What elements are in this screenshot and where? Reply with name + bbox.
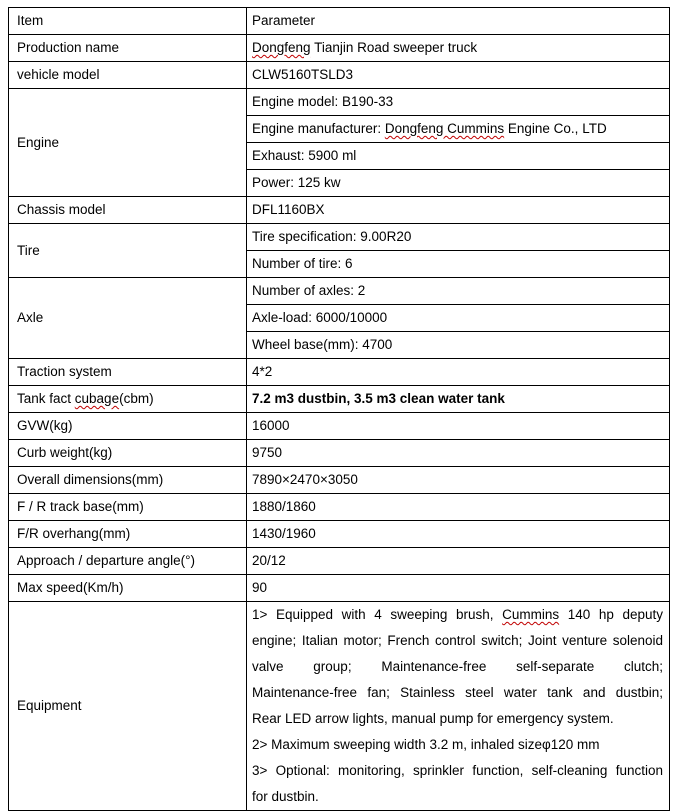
equipment-line: 1> Equipped with 4 sweeping brush, Cummins 140 hp deputy — [252, 607, 663, 622]
axle-load: Axle-load: 6000/10000 — [247, 305, 670, 332]
chassis-label: Chassis model — [9, 197, 247, 224]
track-label: F / R track base(mm) — [9, 494, 247, 521]
table-row — [9, 413, 670, 440]
equipment-line: valve group; Maintenance-free self-separate clutch; — [252, 659, 663, 674]
tire-count: Number of tire: 6 — [247, 251, 670, 278]
tire-label: Tire — [9, 224, 247, 278]
table-row — [9, 575, 670, 602]
equipment-line: Rear LED arrow lights, manual pump for emergency system. — [252, 711, 614, 726]
header-row — [9, 8, 670, 35]
production-label: Production name — [9, 35, 247, 62]
table-row — [9, 278, 670, 305]
gvw-value: 16000 — [247, 413, 670, 440]
axle-count: Number of axles: 2 — [247, 278, 670, 305]
table-row — [9, 548, 670, 575]
header-parameter: Parameter — [247, 8, 670, 35]
wheel-base: Wheel base(mm): 4700 — [247, 332, 670, 359]
engine-model: Engine model: B190-33 — [247, 89, 670, 116]
speed-label: Max speed(Km/h) — [9, 575, 247, 602]
curb-value: 9750 — [247, 440, 670, 467]
traction-label: Traction system — [9, 359, 247, 386]
table-row — [9, 440, 670, 467]
tank-label: Tank fact cubage(cbm) — [9, 386, 247, 413]
chassis-value: DFL1160BX — [247, 197, 670, 224]
equipment-line: for dustbin. — [252, 789, 319, 804]
curb-label: Curb weight(kg) — [9, 440, 247, 467]
engine-exhaust: Exhaust: 5900 ml — [247, 143, 670, 170]
table-row — [9, 602, 670, 811]
vehicle-model-value: CLW5160TSLD3 — [247, 62, 670, 89]
spellcheck-word: cubage — [74, 391, 120, 406]
equipment-value — [247, 602, 670, 811]
tire-spec: Tire specification: 9.00R20 — [247, 224, 670, 251]
tank-value: 7.2 m3 dustbin, 3.5 m3 clean water tank — [247, 386, 670, 413]
equipment-line: 2> Maximum sweeping width 3.2 m, inhaled sizeφ120 mm — [252, 737, 600, 752]
equipment-line: engine; Italian motor; French control switch; Joint venture solenoid — [252, 633, 663, 648]
angle-label: Approach / departure angle(°) — [9, 548, 247, 575]
track-value: 1880/1860 — [247, 494, 670, 521]
engine-power: Power: 125 kw — [247, 170, 670, 197]
header-item: Item — [9, 8, 247, 35]
axle-label: Axle — [9, 278, 247, 359]
vehicle-model-label: vehicle model — [9, 62, 247, 89]
spellcheck-word: Dongfeng Cummins — [384, 121, 505, 136]
spec-table — [8, 7, 670, 811]
dimensions-value: 7890×2470×3050 — [247, 467, 670, 494]
engine-label: Engine — [9, 89, 247, 197]
traction-value: 4*2 — [247, 359, 670, 386]
equipment-line: 3> Optional: monitoring, sprinkler function, self-cleaning function — [252, 763, 663, 778]
angle-value: 20/12 — [247, 548, 670, 575]
overhang-value: 1430/1960 — [247, 521, 670, 548]
gvw-label: GVW(kg) — [9, 413, 247, 440]
table-row — [9, 62, 670, 89]
speed-value: 90 — [247, 575, 670, 602]
dimensions-label: Overall dimensions(mm) — [9, 467, 247, 494]
engine-manufacturer: Engine manufacturer: Dongfeng Cummins Engine Co., LTD — [247, 116, 670, 143]
table-row — [9, 359, 670, 386]
spellcheck-word: Dongfeng — [252, 40, 311, 55]
table-row — [9, 386, 670, 413]
table-row — [9, 494, 670, 521]
table-row — [9, 467, 670, 494]
spellcheck-word: Cummins — [502, 607, 560, 622]
table-row — [9, 35, 670, 62]
table-row — [9, 89, 670, 116]
table-row — [9, 224, 670, 251]
equipment-line: Maintenance-free fan; Stainless steel water tank and dustbin; — [252, 685, 663, 700]
overhang-label: F/R overhang(mm) — [9, 521, 247, 548]
equipment-label: Equipment — [9, 602, 247, 811]
table-row — [9, 197, 670, 224]
table-row — [9, 521, 670, 548]
production-value: Dongfeng Tianjin Road sweeper truck — [247, 35, 670, 62]
